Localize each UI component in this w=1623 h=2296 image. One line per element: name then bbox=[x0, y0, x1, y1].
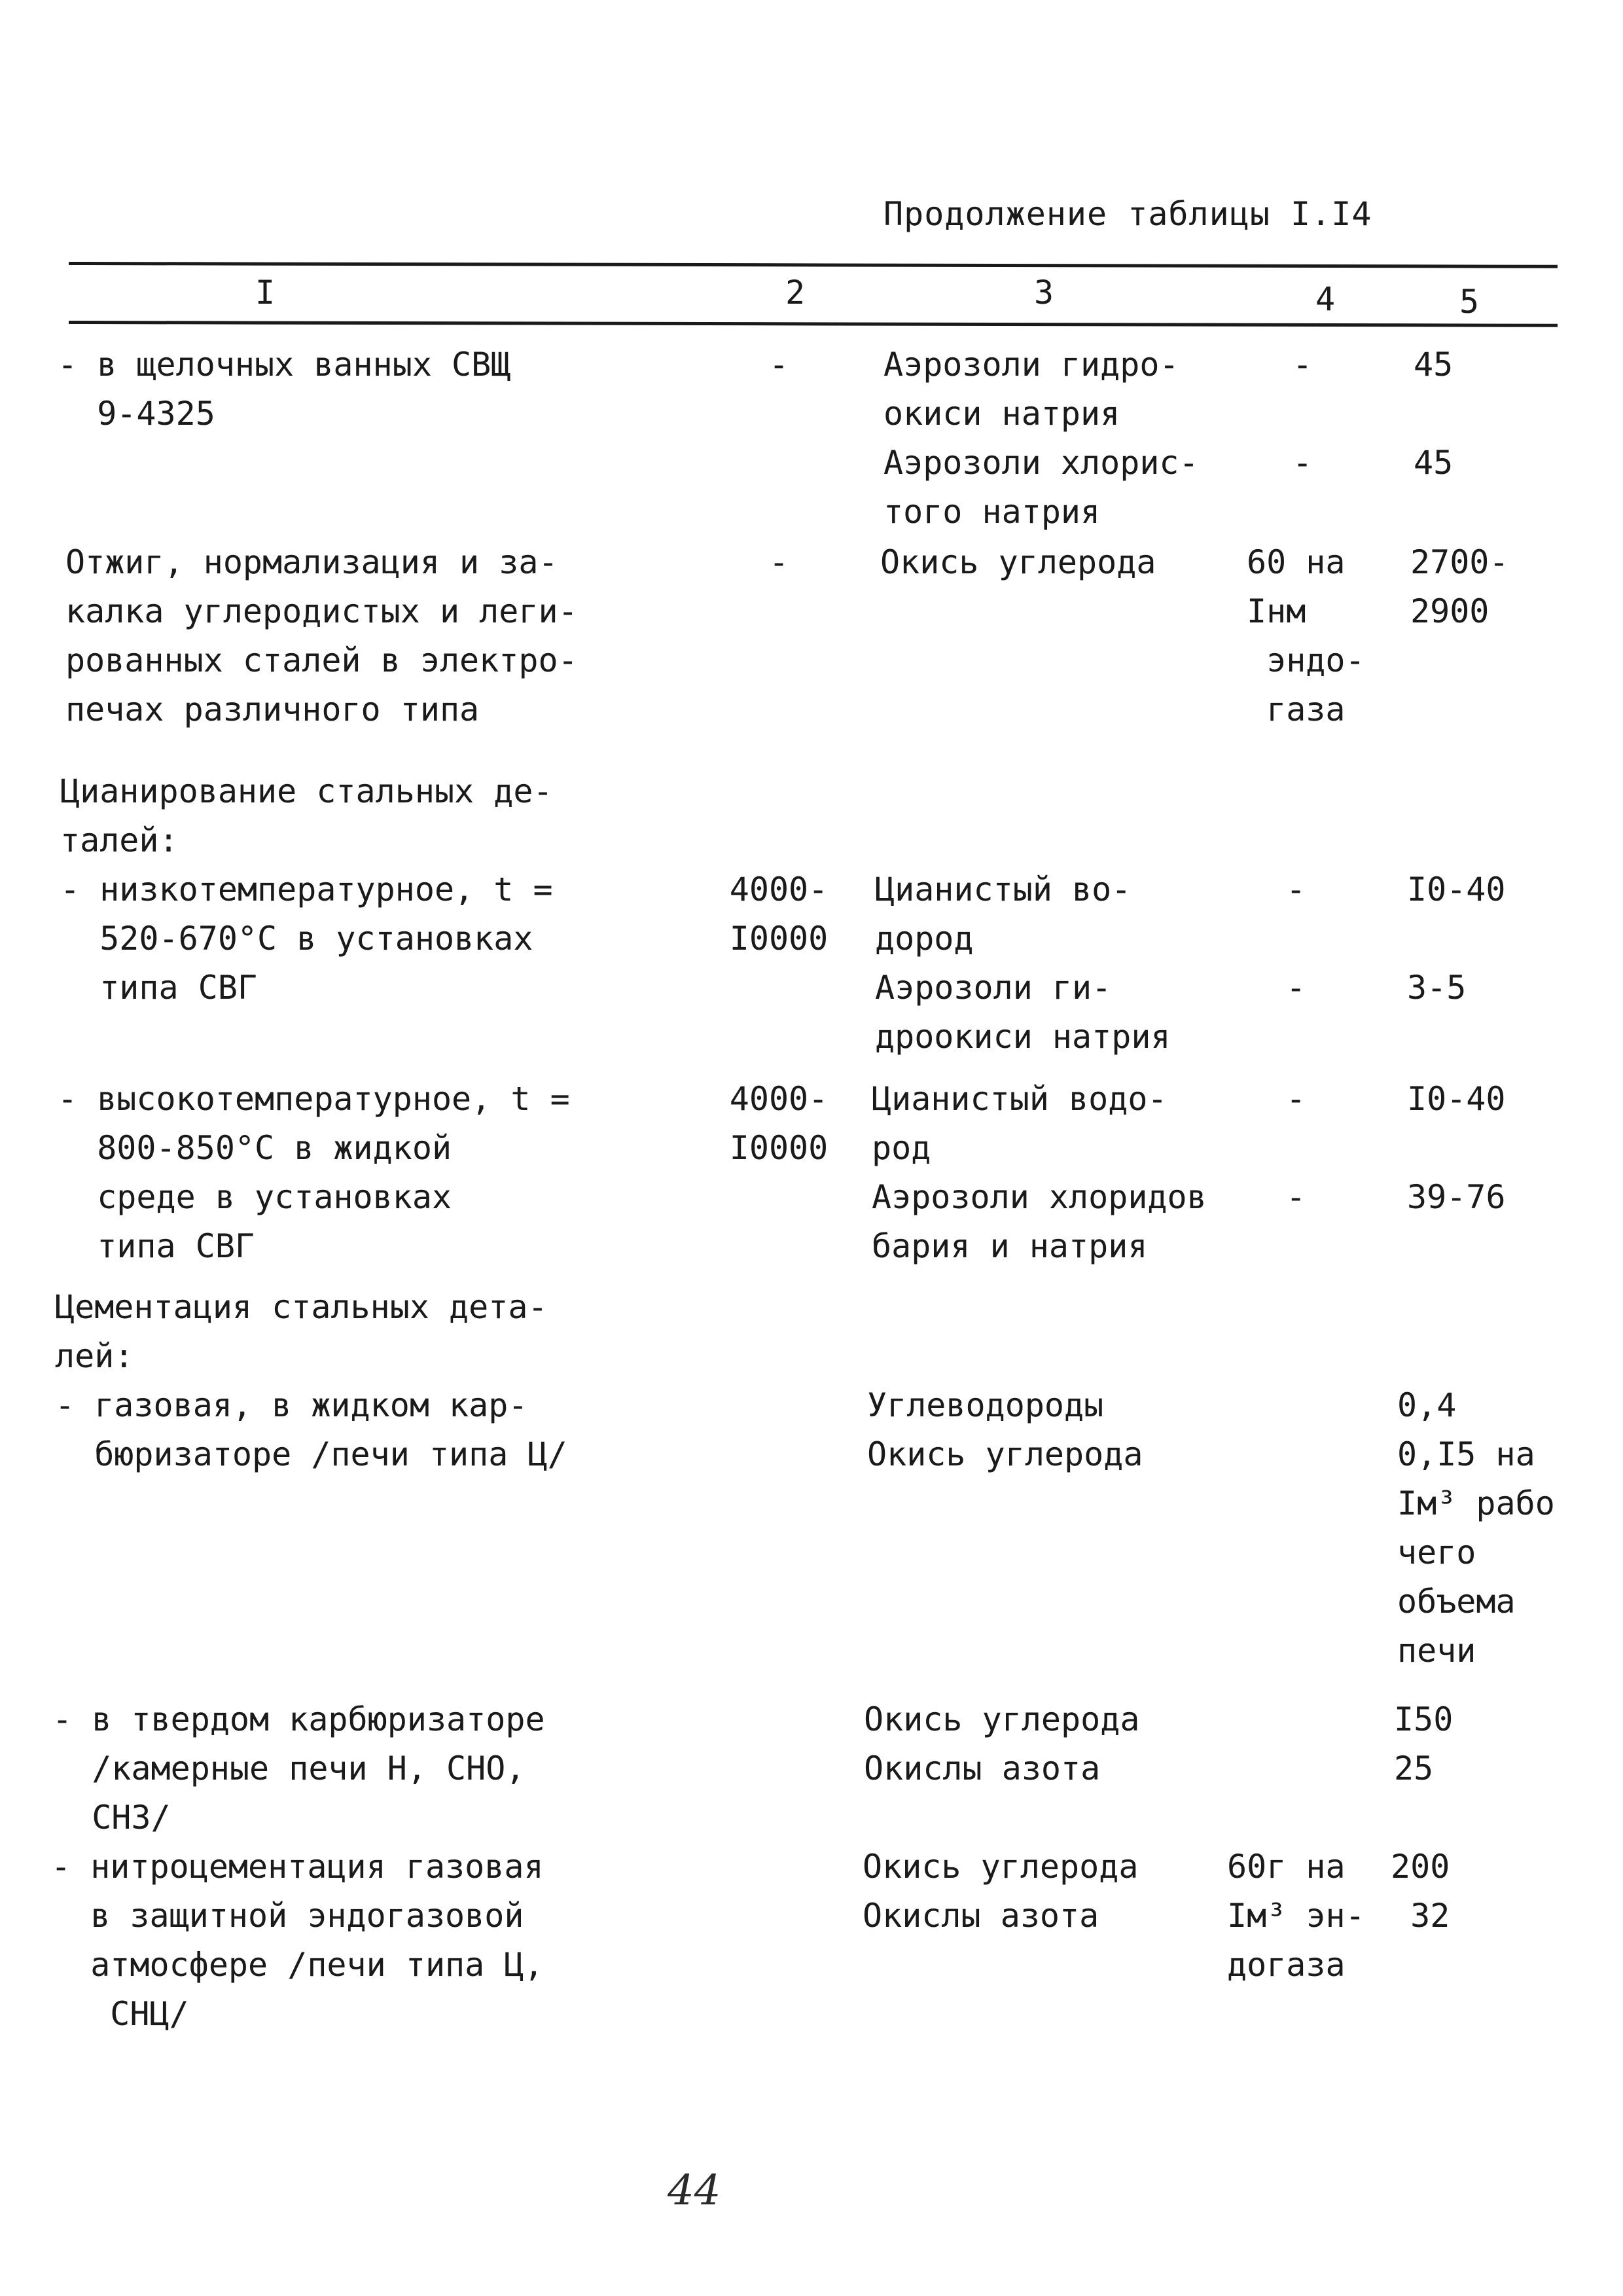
concentration-cell: I50 25 bbox=[1394, 1700, 1454, 1787]
concentration-cell: 200 32 bbox=[1391, 1848, 1450, 1935]
pollutant-cell: Окись углерода Окислы азота bbox=[863, 1848, 1139, 1935]
specific-emission-cell: - - bbox=[1293, 346, 1313, 482]
pollutant-cell: Окись углерода bbox=[880, 543, 1156, 581]
page-number: 44 bbox=[668, 2166, 721, 2215]
process-cell: Отжиг, нормализация и за- калка углеродистых и леги- рованных сталей в электро- печах различного типа bbox=[65, 543, 578, 728]
air-volume-cell: 4000- I0000 bbox=[729, 1080, 829, 1167]
pollutant-cell: Цианистый во- дород Аэрозоли ги- дроокиси натрия bbox=[875, 870, 1171, 1056]
specific-emission-cell: 60г на Iм³ эн- догаза bbox=[1227, 1848, 1365, 1984]
pollutant-cell: Аэрозоли гидро- окиси натрия Аэрозоли хлорис- того натрия bbox=[883, 346, 1199, 531]
table-top-rule bbox=[69, 262, 1558, 268]
column-header-3: 3 bbox=[1033, 274, 1054, 312]
pollutant-cell: Углеводороды Окись углерода bbox=[867, 1386, 1143, 1473]
table-header-rule bbox=[69, 321, 1558, 327]
column-header-5: 5 bbox=[1459, 283, 1480, 321]
specific-emission-cell: - - bbox=[1286, 870, 1306, 1007]
concentration-cell: I0-40 3-5 bbox=[1407, 870, 1506, 1007]
air-volume-cell: - bbox=[768, 543, 789, 581]
concentration-cell: I0-40 39-76 bbox=[1407, 1080, 1506, 1216]
process-cell: Цианирование стальных де- талей: - низкотемпературное, t = 520-670°С в установках типа СВГ bbox=[60, 772, 553, 1007]
pollutant-cell: Цианистый водо- род Аэрозоли хлоридов бария и натрия bbox=[872, 1080, 1207, 1265]
concentration-cell: 0,4 0,I5 на Iм³ рабо чего объема печи bbox=[1397, 1386, 1555, 1670]
air-volume-cell: - bbox=[768, 346, 789, 384]
column-header-4: 4 bbox=[1315, 280, 1336, 318]
specific-emission-cell: 60 на Iнм эндо- газа bbox=[1247, 543, 1365, 728]
process-cell: Цементация стальных дета- лей: - газовая, в жидком кар- бюризаторе /печи типа Ц/ bbox=[55, 1288, 567, 1473]
process-cell: - нитроцементация газовая в защитной эндогазовой атмосфере /печи типа Ц, СНЦ/ bbox=[51, 1848, 544, 2033]
process-cell: - в твердом карбюризаторе /камерные печи Н, СНО, СНЗ/ bbox=[52, 1700, 545, 1837]
specific-emission-cell: - - bbox=[1286, 1080, 1306, 1216]
air-volume-cell: 4000- I0000 bbox=[729, 870, 829, 958]
column-header-2: 2 bbox=[785, 274, 806, 312]
table-caption: Продолжение таблицы I.I4 bbox=[883, 195, 1372, 233]
process-cell: - в щелочных ванных СВЩ 9-4325 bbox=[58, 346, 511, 433]
concentration-cell: 2700- 2900 bbox=[1410, 543, 1509, 630]
concentration-cell: 45 45 bbox=[1414, 346, 1454, 482]
process-cell: - высокотемпературное, t = 800-850°С в жидкой среде в установках типа СВГ bbox=[58, 1080, 570, 1265]
column-header-1: I bbox=[255, 274, 276, 312]
pollutant-cell: Окись углерода Окислы азота bbox=[864, 1700, 1140, 1787]
